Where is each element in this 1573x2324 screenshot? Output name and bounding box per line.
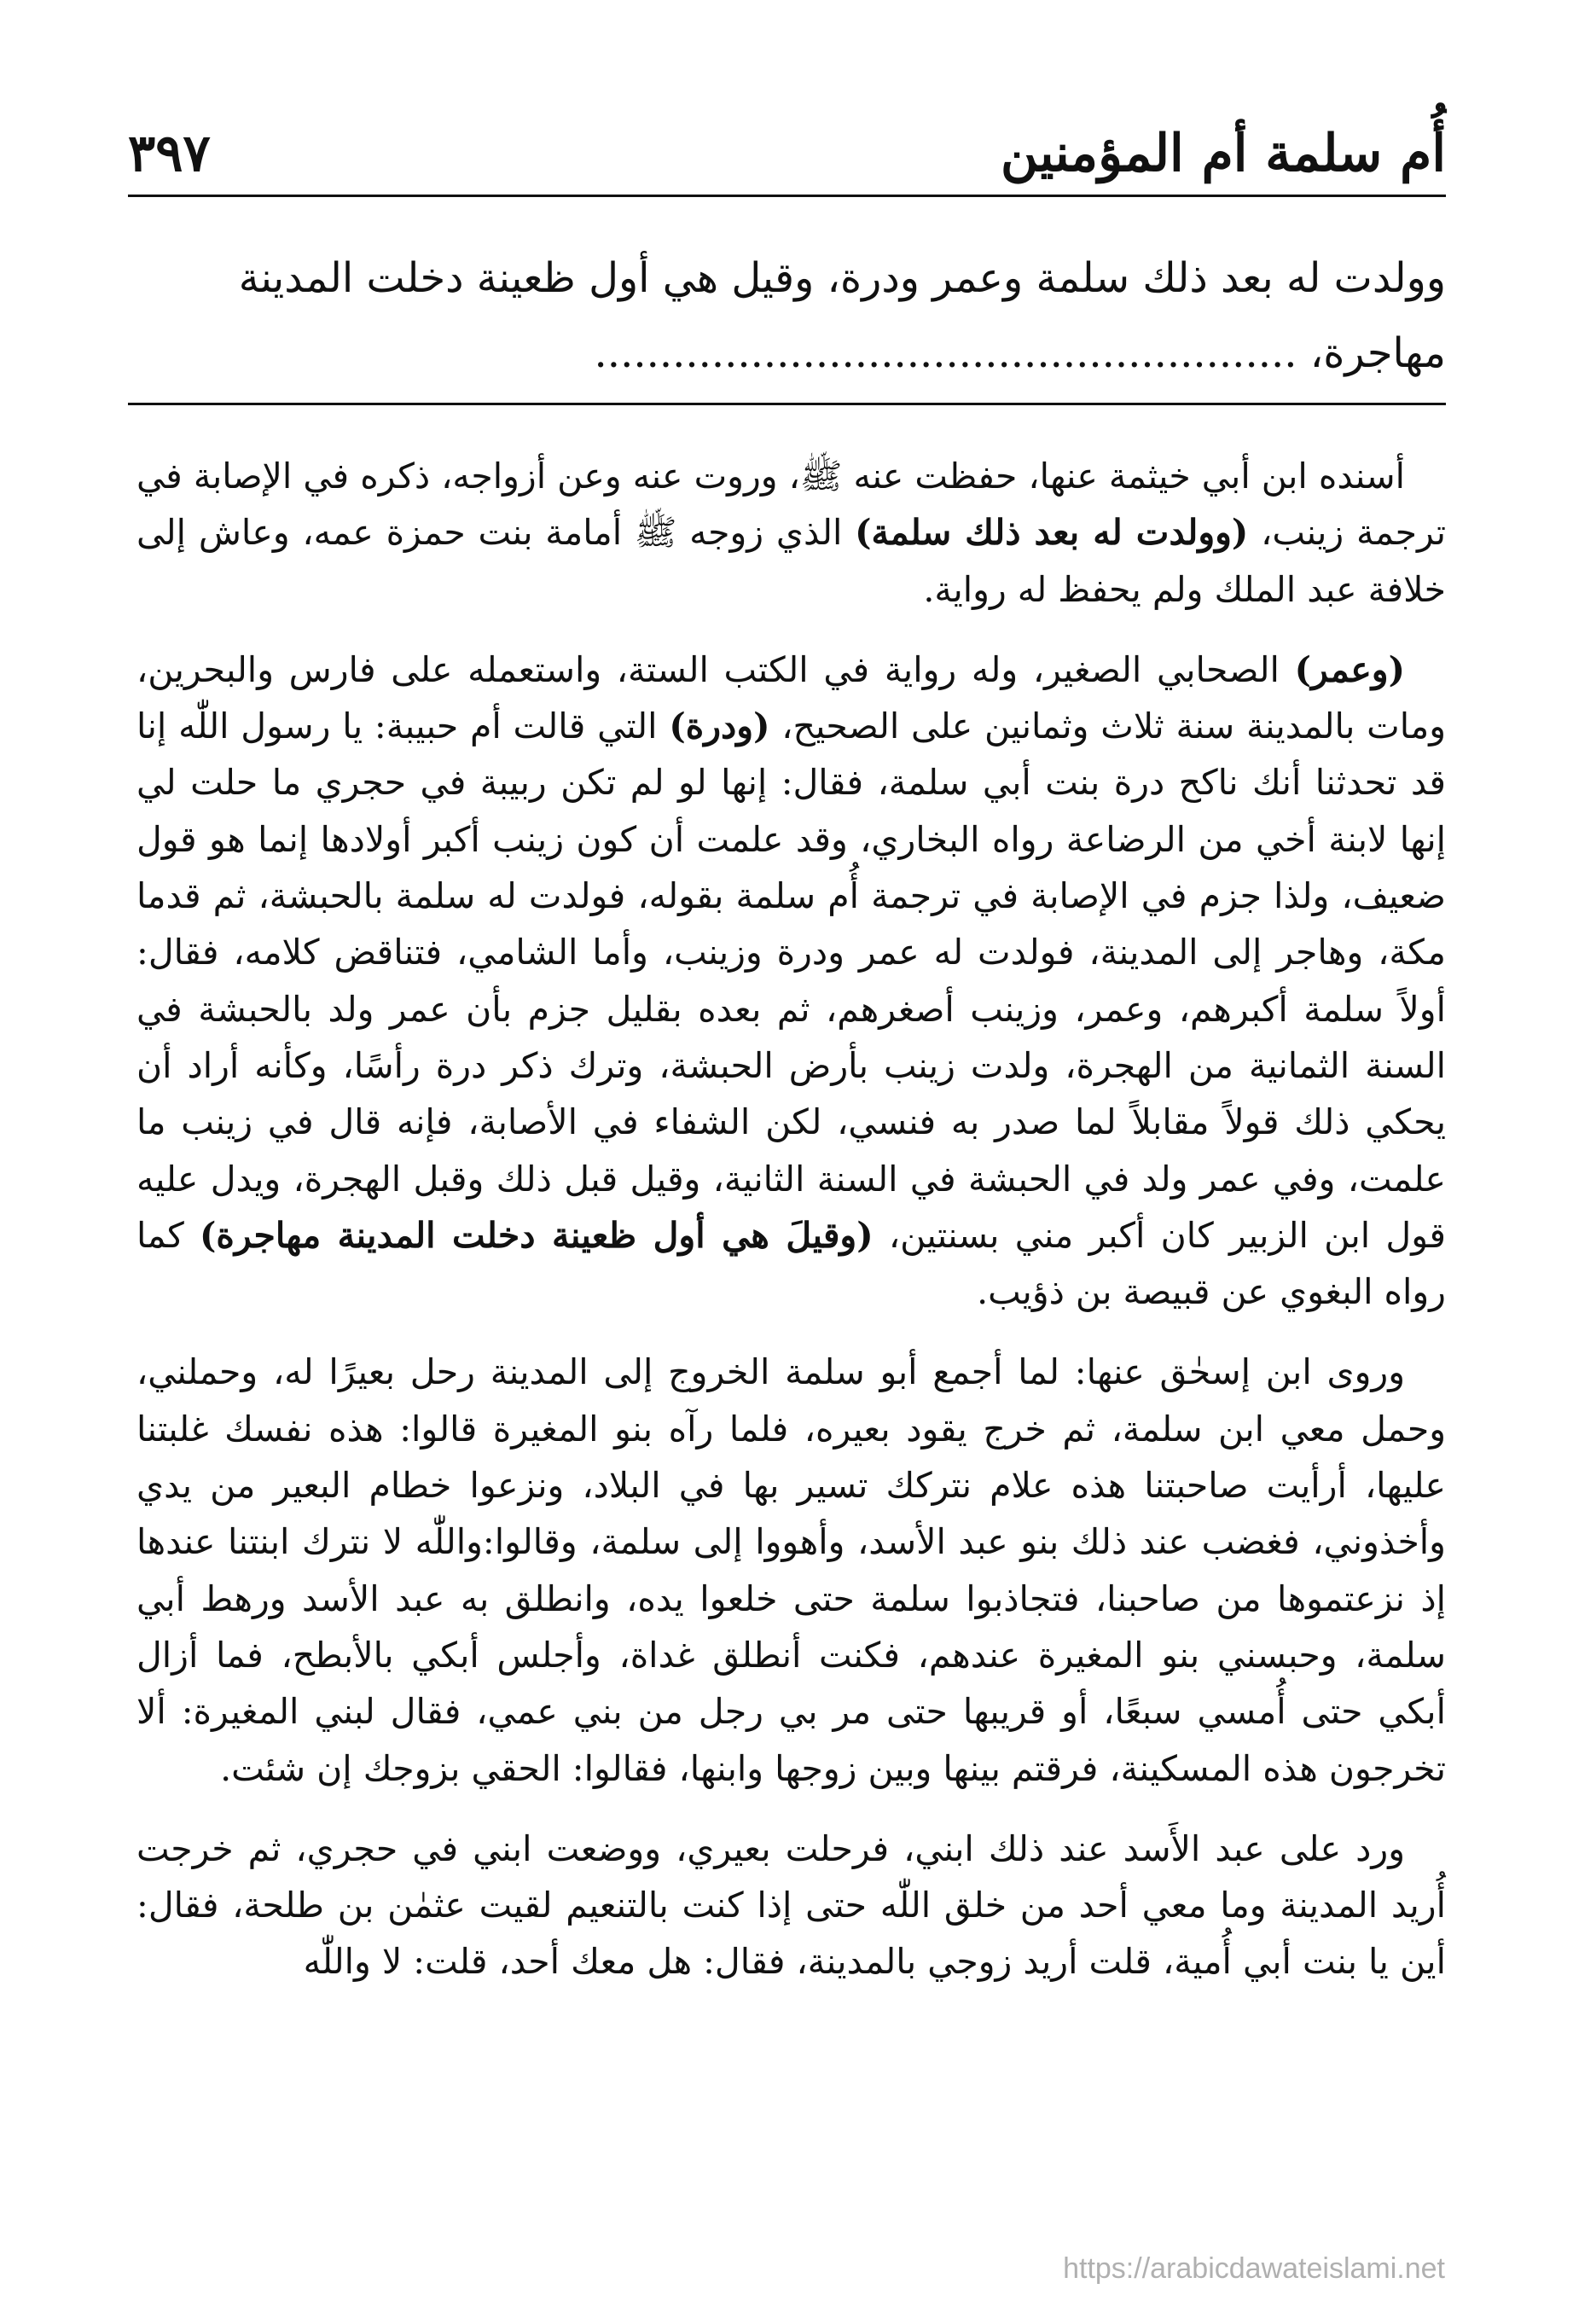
p2-quote-1: (وعمر) (1294, 648, 1405, 690)
commentary-paragraph-2 (136, 642, 1446, 1321)
p2-text-d: كما رواه البغوي عن قبيصة بن ذؤيب. (136, 1214, 1446, 1313)
p1-text-c: الذي زوجه ﷺ أمامة بنت حمزة عمه، وعاش إلى خلافة عبد الملك ولم يحفظ له رواية. (136, 512, 1446, 610)
main-text (136, 241, 1446, 391)
dotted-leader: ...................................................... (594, 329, 1297, 377)
running-title: أُم سلمة أم المؤمنين (1001, 124, 1446, 183)
p1-quote: (وولدت له بعد ذلك سلمة) (855, 512, 1249, 554)
main-text-rule (128, 403, 1446, 405)
main-text-line-1: وولدت له بعد ذلك سلمة وعمر ودرة، وقيل هي أول ظعينة دخلت المدينة (238, 254, 1446, 302)
p2-quote-2: (ودرة) (669, 706, 770, 747)
page-number: ٣٩٧ (128, 124, 211, 183)
p2-quote-3: (وقيلَ هي أول ظعينة دخلت المدينة مهاجرة) (199, 1214, 874, 1256)
p2-text-a: الصحابي الصغير، وله رواية في الكتب الستة، واستعمله على فارس والبحرين، ومات بالمدينة سنة ثلاث وثمانين على الصحيح، (136, 648, 1446, 747)
p2-text-c: التي قالت أم حبيبة: يا رسول اللّٰه إنا قد تحدثنا أنك ناكح درة بنت أبي سلمة، فقال: إنها لو لم تكن ربيبة في حجري ما حلت لي إنها لابنة أخي من الرضاعة رواه البخاري، وقد علمت أن كون زينب أكبر أولادها إنما هو قول ضعيف، ولذا جزم في الإصابة في ترجمة أُم سلمة بقوله، فولدت له سلمة بالحبشة، ثم قدما مكة، وهاجر إلى المدينة، فولدت له عمر ودرة وزينب، وأما الشامي، فتناقض كلامه، فقال: أولاً سلمة أكبرهم، وعمر، وزينب أصغرهم، ثم بعده بقليل جزم بأن عمر ولد بالحبشة في السنة الثمانية من الهجرة، ولدت زينب بأرض الحبشة، وترك ذكر درة رأسًا، وكأنه أراد أن يحكي ذلك قولاً مقابلاً لما صدر به فنسي، لكن الشفاء في الأصابة، فإنه قال في زينب ما علمت، وفي عمر ولد في الحبشة في السنة الثانية، وقيل قبل ذلك وقبل الهجرة، ويدل عليه قول ابن الزبير كان أكبر مني بسنتين، (136, 706, 1447, 1256)
header-rule (128, 195, 1446, 197)
watermark-url: https://arabicdawateislami.net (1063, 2252, 1445, 2285)
main-text-end: مهاجرة، (1309, 329, 1446, 377)
commentary-paragraph-1 (136, 448, 1446, 618)
commentary (136, 448, 1446, 2014)
commentary-paragraph-3: وروى ابن إسحٰق عنها: لما أجمع أبو سلمة الخروج إلى المدينة رحل بعيرًا له، وحملني، وحمل معي ابن سلمة، ثم خرج يقود بعيره، فلما رآه بنو المغيرة قالوا: هذه نفسك غلبتنا عليها، أرأيت صاحبتنا هذه علام نتركك تسير بها في البلاد، ونزعوا خطام البعير من يدي وأخذوني، فغضب عند ذلك بنو عبد الأسد، وأهووا إلى سلمة، وقالوا:واللّٰه لا نترك ابنتنا عندها إذ نزعتموها من صاحبنا، فتجاذبوا سلمة حتى خلعوا يده، وانطلق به عبد الأسد ورهط أبي سلمة، وحبسني بنو المغيرة عندهم، فكنت أنطلق غداة، وأجلس أبكي بالأبطح، فما أزال أبكي حتى أُمسي سبعًا، أو قريبها حتى مر بي رجل من بني عمي، فقال لبني المغيرة: ألا تخرجون هذه المسكينة، فرقتم بينها وبين زوجها وابنها، فقالوا: الحقي بزوجك إن شئت. (136, 1351, 1446, 1789)
p1-text-a: أسنده ابن أبي خيثمة عنها، حفظت عنه ﷺ، وروت عنه وعن أزواجه، ذكره في الإصابة في ترجمة زينب، (136, 456, 1447, 554)
main-text-line-2 (136, 316, 1446, 391)
page-header (128, 102, 1446, 188)
commentary-paragraph-4: ورد على عبد الأَسد عند ذلك ابني، فرحلت بعيري، ووضعت ابني في حجري، ثم خرجت أُريد المدينة وما معي أحد من خلق اللّٰه حتى إذا كنت بالتنعيم لقيت عثمٰن بن طلحة، فقال: أين يا بنت أبي أُمية، قلت أريد زوجي بالمدينة، فقال: هل معك أحد، قلت: لا واللّٰه (136, 1827, 1446, 1983)
